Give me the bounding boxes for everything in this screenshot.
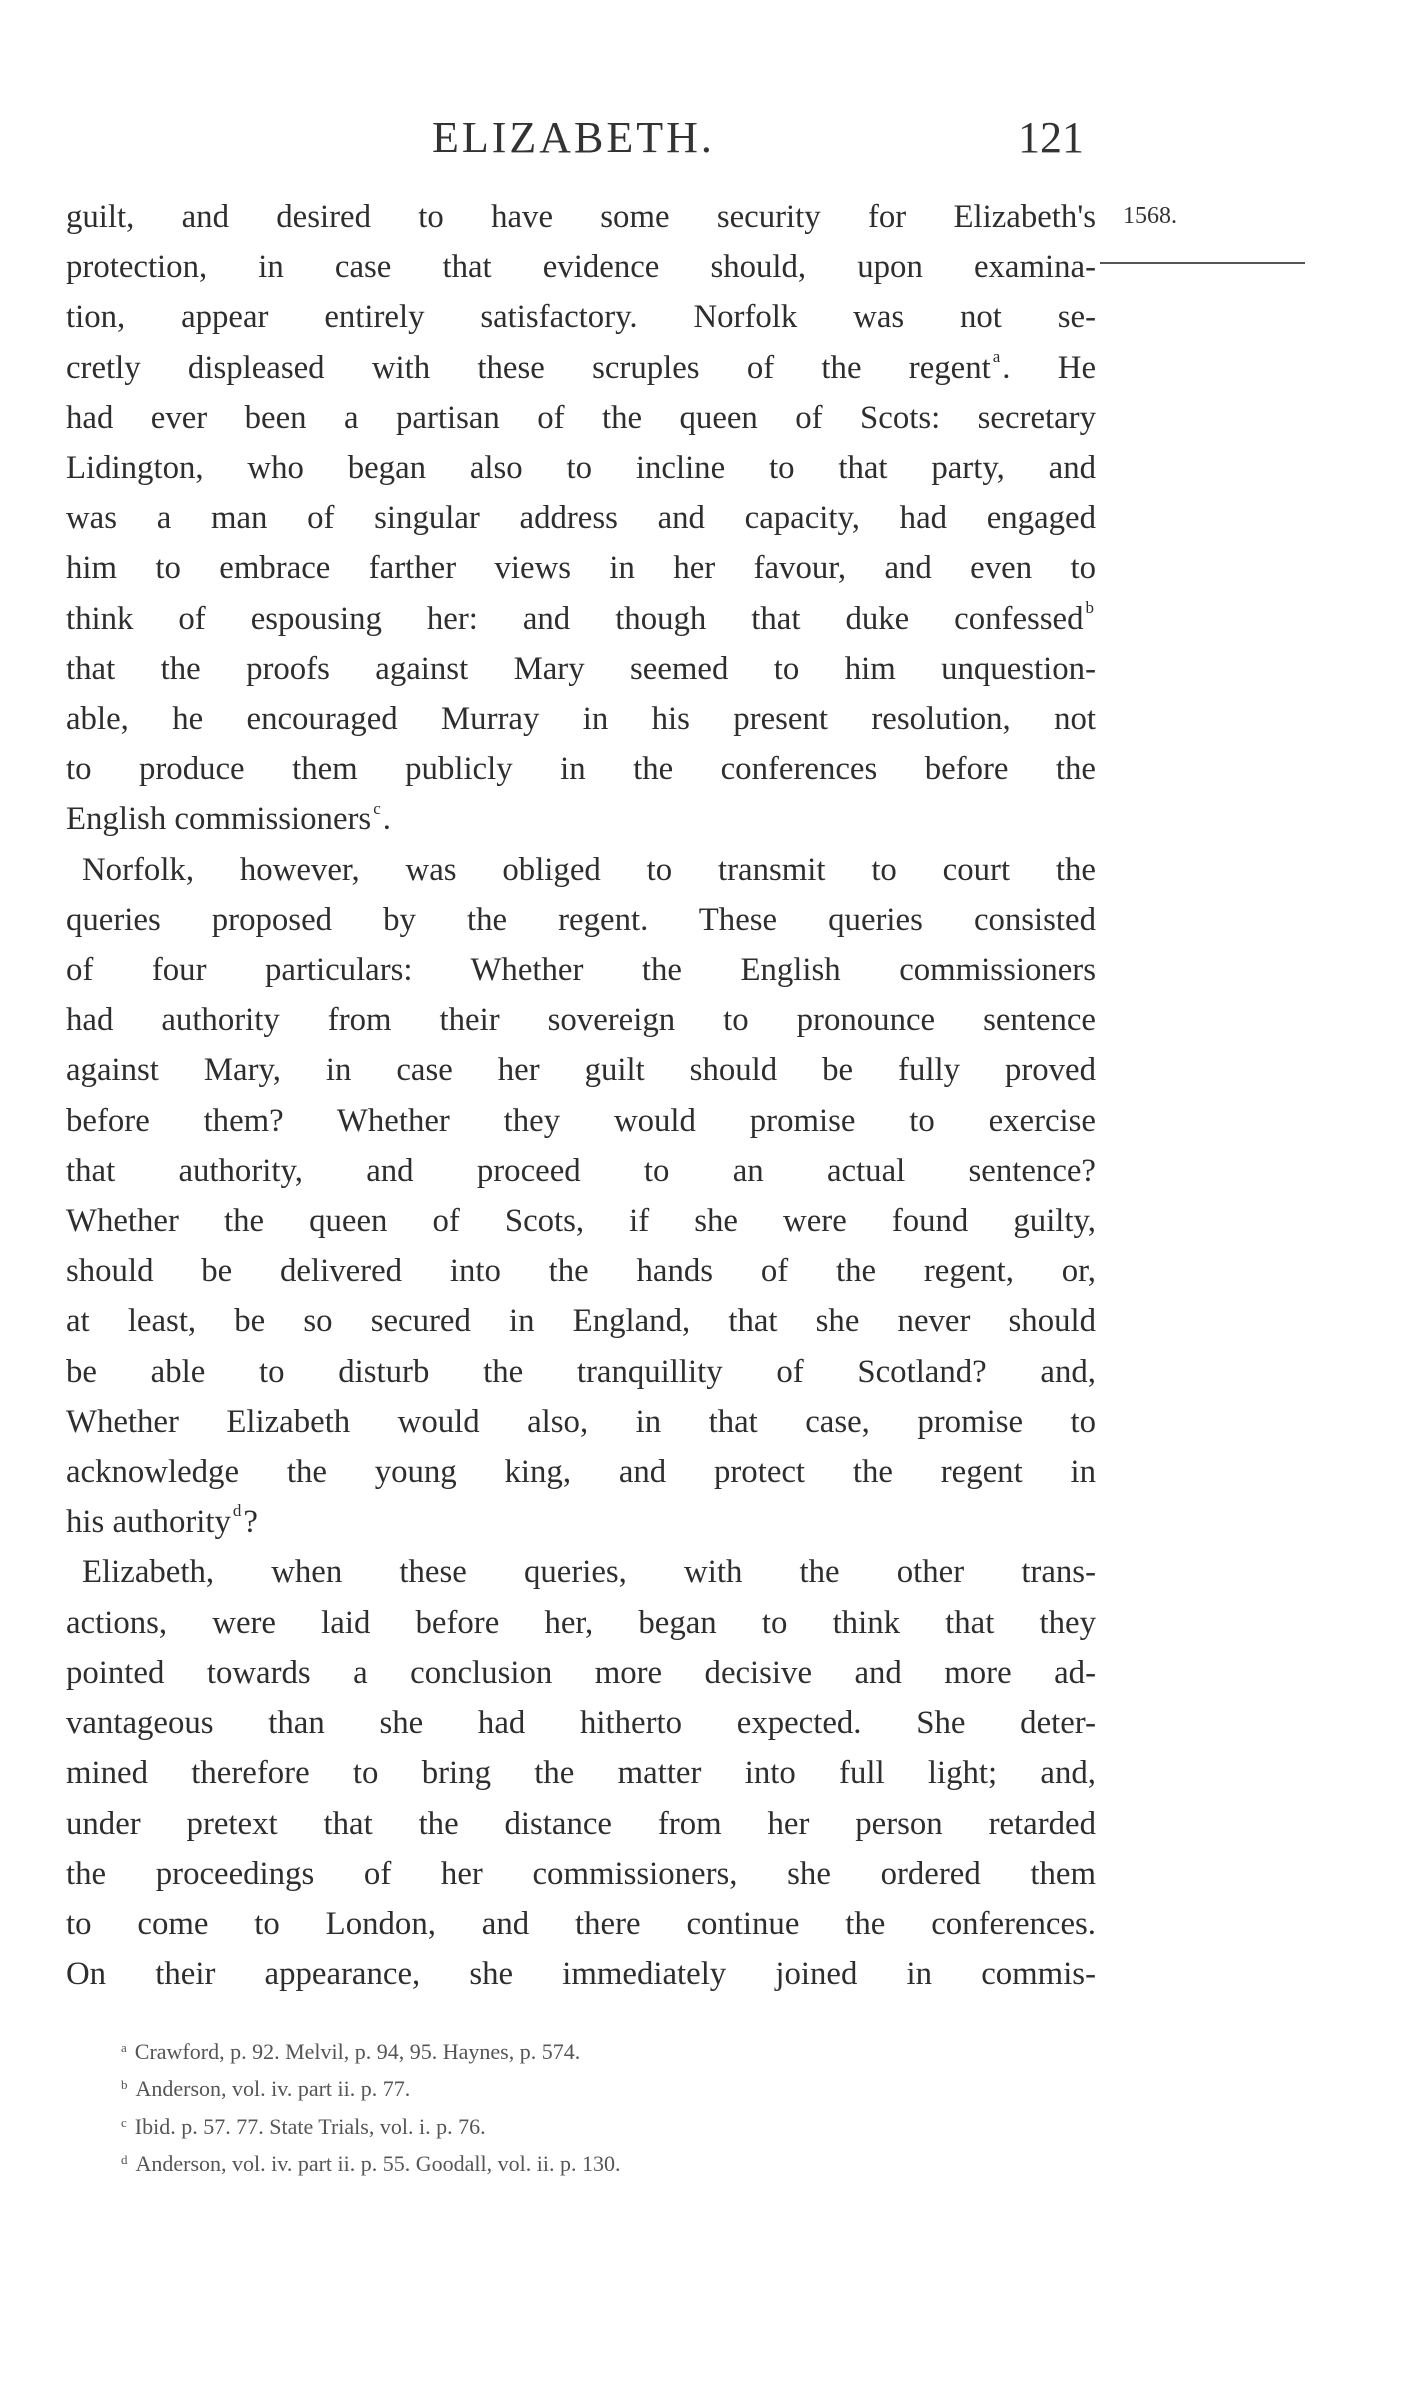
text-line bbox=[66, 594, 1096, 644]
footnote-d bbox=[121, 2147, 1041, 2184]
text-line: that the proofs against Mary seemed to him unquestion- bbox=[66, 650, 1096, 687]
text-line-tail: . He bbox=[1002, 349, 1097, 386]
text-line: to come to London, and there continue the conferences. bbox=[66, 1905, 1096, 1942]
text-line-main: English commissioners bbox=[66, 801, 372, 838]
text-line: Norfolk, however, was obliged to transmit to court the bbox=[82, 851, 1096, 888]
text-line: under pretext that the distance from her person retarded bbox=[66, 1805, 1096, 1842]
text-line: before them? Whether they would promise to exercise bbox=[66, 1102, 1096, 1139]
text-line: guilt, and desired to have some security for Elizabeth's bbox=[66, 199, 1096, 235]
footnote-ref-c: c bbox=[373, 798, 381, 818]
text-line: vantageous than she had hitherto expected. She deter- bbox=[66, 1705, 1096, 1742]
text-line: be able to disturb the tranquillity of Scotland? and, bbox=[66, 1353, 1096, 1390]
text-line: of four particulars: Whether the English commissioners bbox=[66, 952, 1096, 989]
text-line: able, he encouraged Murray in his present resolution, not bbox=[66, 701, 1096, 738]
text-line: Whether the queen of Scots, if she were found guilty, bbox=[66, 1203, 1096, 1240]
text-line: protection, in case that evidence should, upon examina- bbox=[66, 249, 1096, 286]
footnote-text: Ibid. p. 57. 77. State Trials, vol. i. p. 76. bbox=[134, 2113, 486, 2139]
text-line-main: think of espousing her: and though that duke confessed bbox=[66, 600, 1084, 637]
text-line: at least, be so secured in England, that she never should bbox=[66, 1303, 1096, 1340]
text-line-tail: . bbox=[382, 801, 391, 838]
text-line: to produce them publicly in the conferences before the bbox=[66, 751, 1096, 788]
text-line: against Mary, in case her guilt should be fully proved bbox=[66, 1052, 1096, 1089]
text-line: acknowledge the young king, and protect the regent in bbox=[66, 1454, 1096, 1491]
footnote-a bbox=[121, 2035, 1041, 2072]
page-number: 121 bbox=[1018, 113, 1084, 162]
footnote-ref-a: a bbox=[992, 346, 1001, 366]
running-head-title: ELIZABETH. bbox=[432, 113, 715, 162]
text-line bbox=[66, 1497, 1096, 1547]
footnote-b bbox=[121, 2072, 1041, 2109]
text-line: mined therefore to bring the matter into full light; and, bbox=[66, 1755, 1096, 1792]
text-line: that authority, and proceed to an actual sentence? bbox=[66, 1152, 1096, 1189]
text-line: actions, were laid before her, began to think that they bbox=[66, 1604, 1096, 1641]
footnote-mark: a bbox=[121, 2040, 127, 2055]
footnotes bbox=[121, 2035, 1041, 2184]
text-line: him to embrace farther views in her favour, and even to bbox=[66, 550, 1096, 587]
text-line: should be delivered into the hands of the regent, or, bbox=[66, 1253, 1096, 1290]
footnote-c bbox=[121, 2110, 1041, 2147]
text-line: pointed towards a conclusion more decisive and more ad- bbox=[66, 1654, 1096, 1691]
footnote-mark: b bbox=[121, 2077, 128, 2093]
text-line: Elizabeth, when these queries, with the other trans- bbox=[82, 1554, 1096, 1591]
body-text bbox=[66, 192, 1096, 1999]
text-line: queries proposed by the regent. These queries consisted bbox=[66, 901, 1096, 938]
text-line: had ever been a partisan of the queen of Scots: secretary bbox=[66, 399, 1096, 436]
text-line: Lidington, who began also to incline to that party, and bbox=[66, 450, 1096, 487]
footnote-ref-b: b bbox=[1085, 597, 1094, 617]
text-line: Whether Elizabeth would also, in that case, promise to bbox=[66, 1403, 1096, 1440]
text-line: was a man of singular address and capacity, had engaged bbox=[66, 500, 1096, 537]
text-line-tail: ? bbox=[243, 1504, 258, 1541]
text-line bbox=[66, 794, 1096, 844]
footnote-text: Crawford, p. 92. Melvil, p. 94, 95. Haynes, p. 574. bbox=[134, 2039, 581, 2064]
footnote-mark: d bbox=[121, 2151, 128, 2167]
text-line: On their appearance, she immediately joined in commis- bbox=[66, 1956, 1096, 1993]
footnote-mark: c bbox=[121, 2114, 127, 2130]
footnote-text: Anderson, vol. iv. part ii. p. 77. bbox=[135, 2076, 411, 2102]
text-line bbox=[66, 343, 1096, 393]
margin-year-note: 1568. bbox=[1123, 203, 1177, 229]
text-line-main: cretly displeased with these scruples of the regent bbox=[66, 349, 991, 386]
text-line: had authority from their sovereign to pronounce sentence bbox=[66, 1002, 1096, 1039]
footnote-text: Anderson, vol. iv. part ii. p. 55. Goodall, vol. ii. p. 130. bbox=[135, 2150, 621, 2176]
footnote-ref-d: d bbox=[232, 1501, 242, 1521]
margin-rule bbox=[1100, 262, 1305, 264]
text-line: tion, appear entirely satisfactory. Norfolk was not se- bbox=[66, 299, 1096, 336]
text-line-main: his authority bbox=[66, 1504, 231, 1541]
text-line: the proceedings of her commissioners, she ordered them bbox=[66, 1855, 1096, 1892]
